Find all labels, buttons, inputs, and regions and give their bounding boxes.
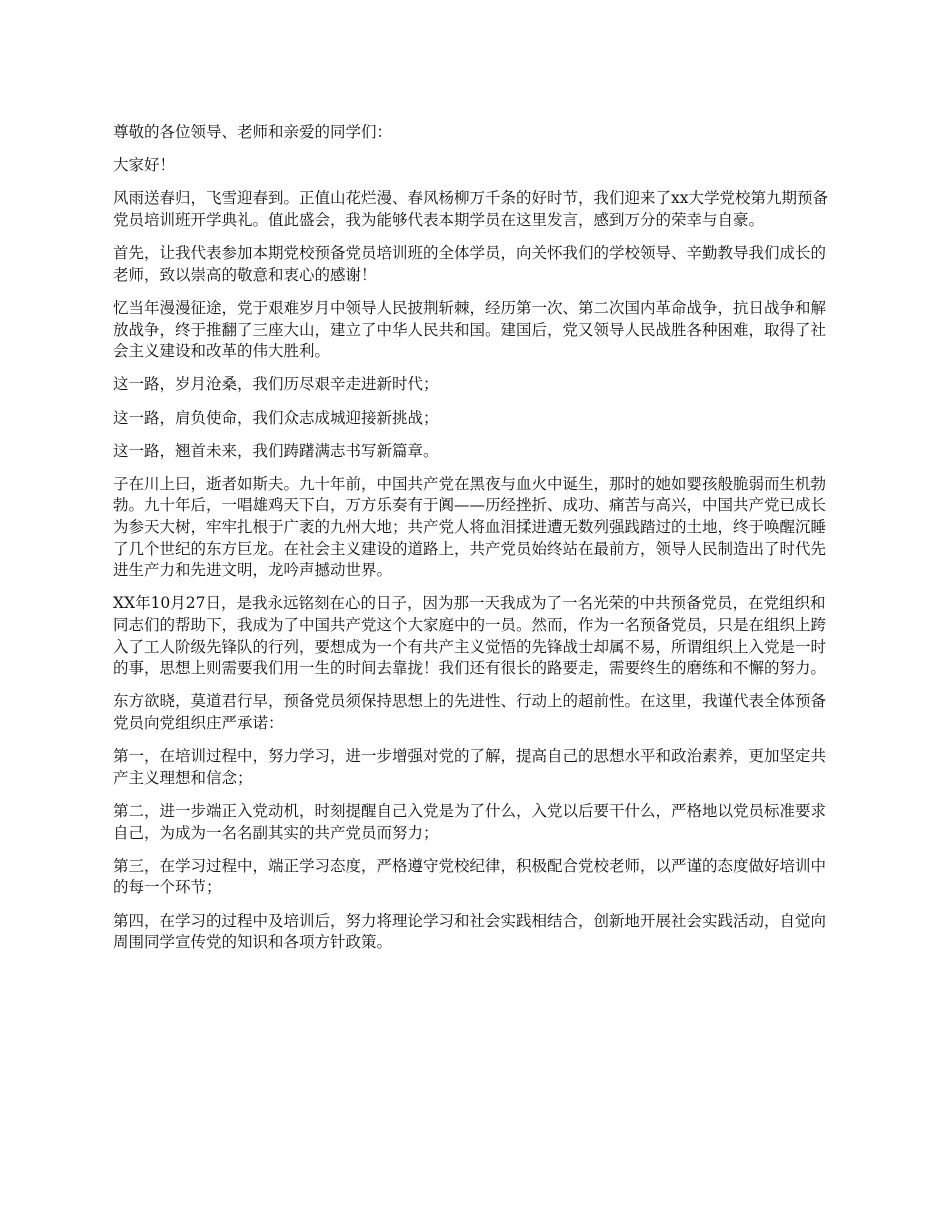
paragraph-thanks: 首先，让我代表参加本期党校预备党员培训班的全体学员，向关怀我们的学校领导、辛勤教导我们成长的老师，致以崇高的敬意和衷心的感谢！ [113,244,827,284]
paragraph-opening: 风雨送春归，飞雪迎春到。正值山花烂漫、春风杨柳万千条的好时节，我们迎来了xx大学党校第九期预备党员培训班开学典礼。值此盛会，我为能够代表本期学员在这里发言，感到万分的荣幸与自豪。 [113,189,828,229]
greeting: 大家好！ [113,156,176,175]
pledge-item-2: 第二，进一步端正入党动机，时刻提醒自己入党是为了什么，入党以后要干什么，严格地以党员标准要求自己，为成为一名名副其实的共产党员而努力； [113,801,827,842]
salutation: 尊敬的各位领导、老师和亲爱的同学们： [113,123,393,141]
pledge-item-4: 第四，在学习的过程中及培训后，努力将理论学习和社会实践相结合，创新地开展社会实践活动，自觉向周围同学宣传党的知识和各项方针政策。 [113,911,827,952]
paragraph-membership-date: XX年10月27日，是我永远铭刻在心的日子，因为那一天我成为了一名光荣的中共预备党员，在党组织和同志们的帮助下，我成为了中国共产党这个大家庭中的一员。然而，作为一名预备党员，只是在组织上跨入了工人阶级先锋队的行列，要想成为一个有共产主义觉悟的先锋战士却属不易，所谓组织上入党是一时的事，思想上则需要我们用一生的时间去靠拢！我们还有很长的路要走，需要终生的磨练和不懈的努力。 [113,594,827,678]
paragraph-journey-3: 这一路，翘首未来，我们踌躇满志书写新篇章。 [113,441,439,460]
document-body [113,122,840,965]
paragraph-pledge-intro: 东方欲晓，莫道君行早，预备党员须保持思想上的先进性、行动上的超前性。在这里，我谨代表全体预备党员向党组织庄严承诺： [113,692,827,732]
pledge-item-1: 第一，在培训过程中，努力学习，进一步增强对党的了解，提高自己的思想水平和政治素养，更加坚定共产主义理想和信念； [113,747,827,787]
pledge-item-3: 第三，在学习过程中，端正学习态度，严格遵守党校纪律，积极配合党校老师，以严谨的态度做好培训中的每一个环节； [113,856,827,897]
paragraph-journey-1: 这一路，岁月沧桑，我们历尽艰辛走进新时代； [113,375,439,394]
paragraph-journey-2: 这一路，肩负使命，我们众志成城迎接新挑战； [113,408,439,427]
paragraph-history: 忆当年漫漫征途，党于艰难岁月中领导人民披荆斩棘，经历第一次、第二次国内革命战争，抗日战争和解放战争，终于推翻了三座大山，建立了中华人民共和国。建国后，党又领导人民战胜各种困难，取得了社会主义建设和改革的伟大胜利。 [113,298,827,361]
paragraph-ninety-years: 子在川上曰，逝者如斯夫。九十年前，中国共产党在黑夜与血火中诞生，那时的她如婴孩般脆弱而生机勃勃。九十年后，一唱雄鸡天下白，万方乐奏有于阗——历经挫折、成功、痛苦与高兴，中国共产党已成长为参天大树，牢牢扎根于广袤的九州大地；共产党人将血泪揉进遭无数列强践踏过的土地，终于唤醒沉睡了几个世纪的东方巨龙。在社会主义建设的道路上，共产党员始终站在最前方，领导人民制造出了时代先进生产力和先进文明，龙吟声撼动世界。 [113,474,827,580]
